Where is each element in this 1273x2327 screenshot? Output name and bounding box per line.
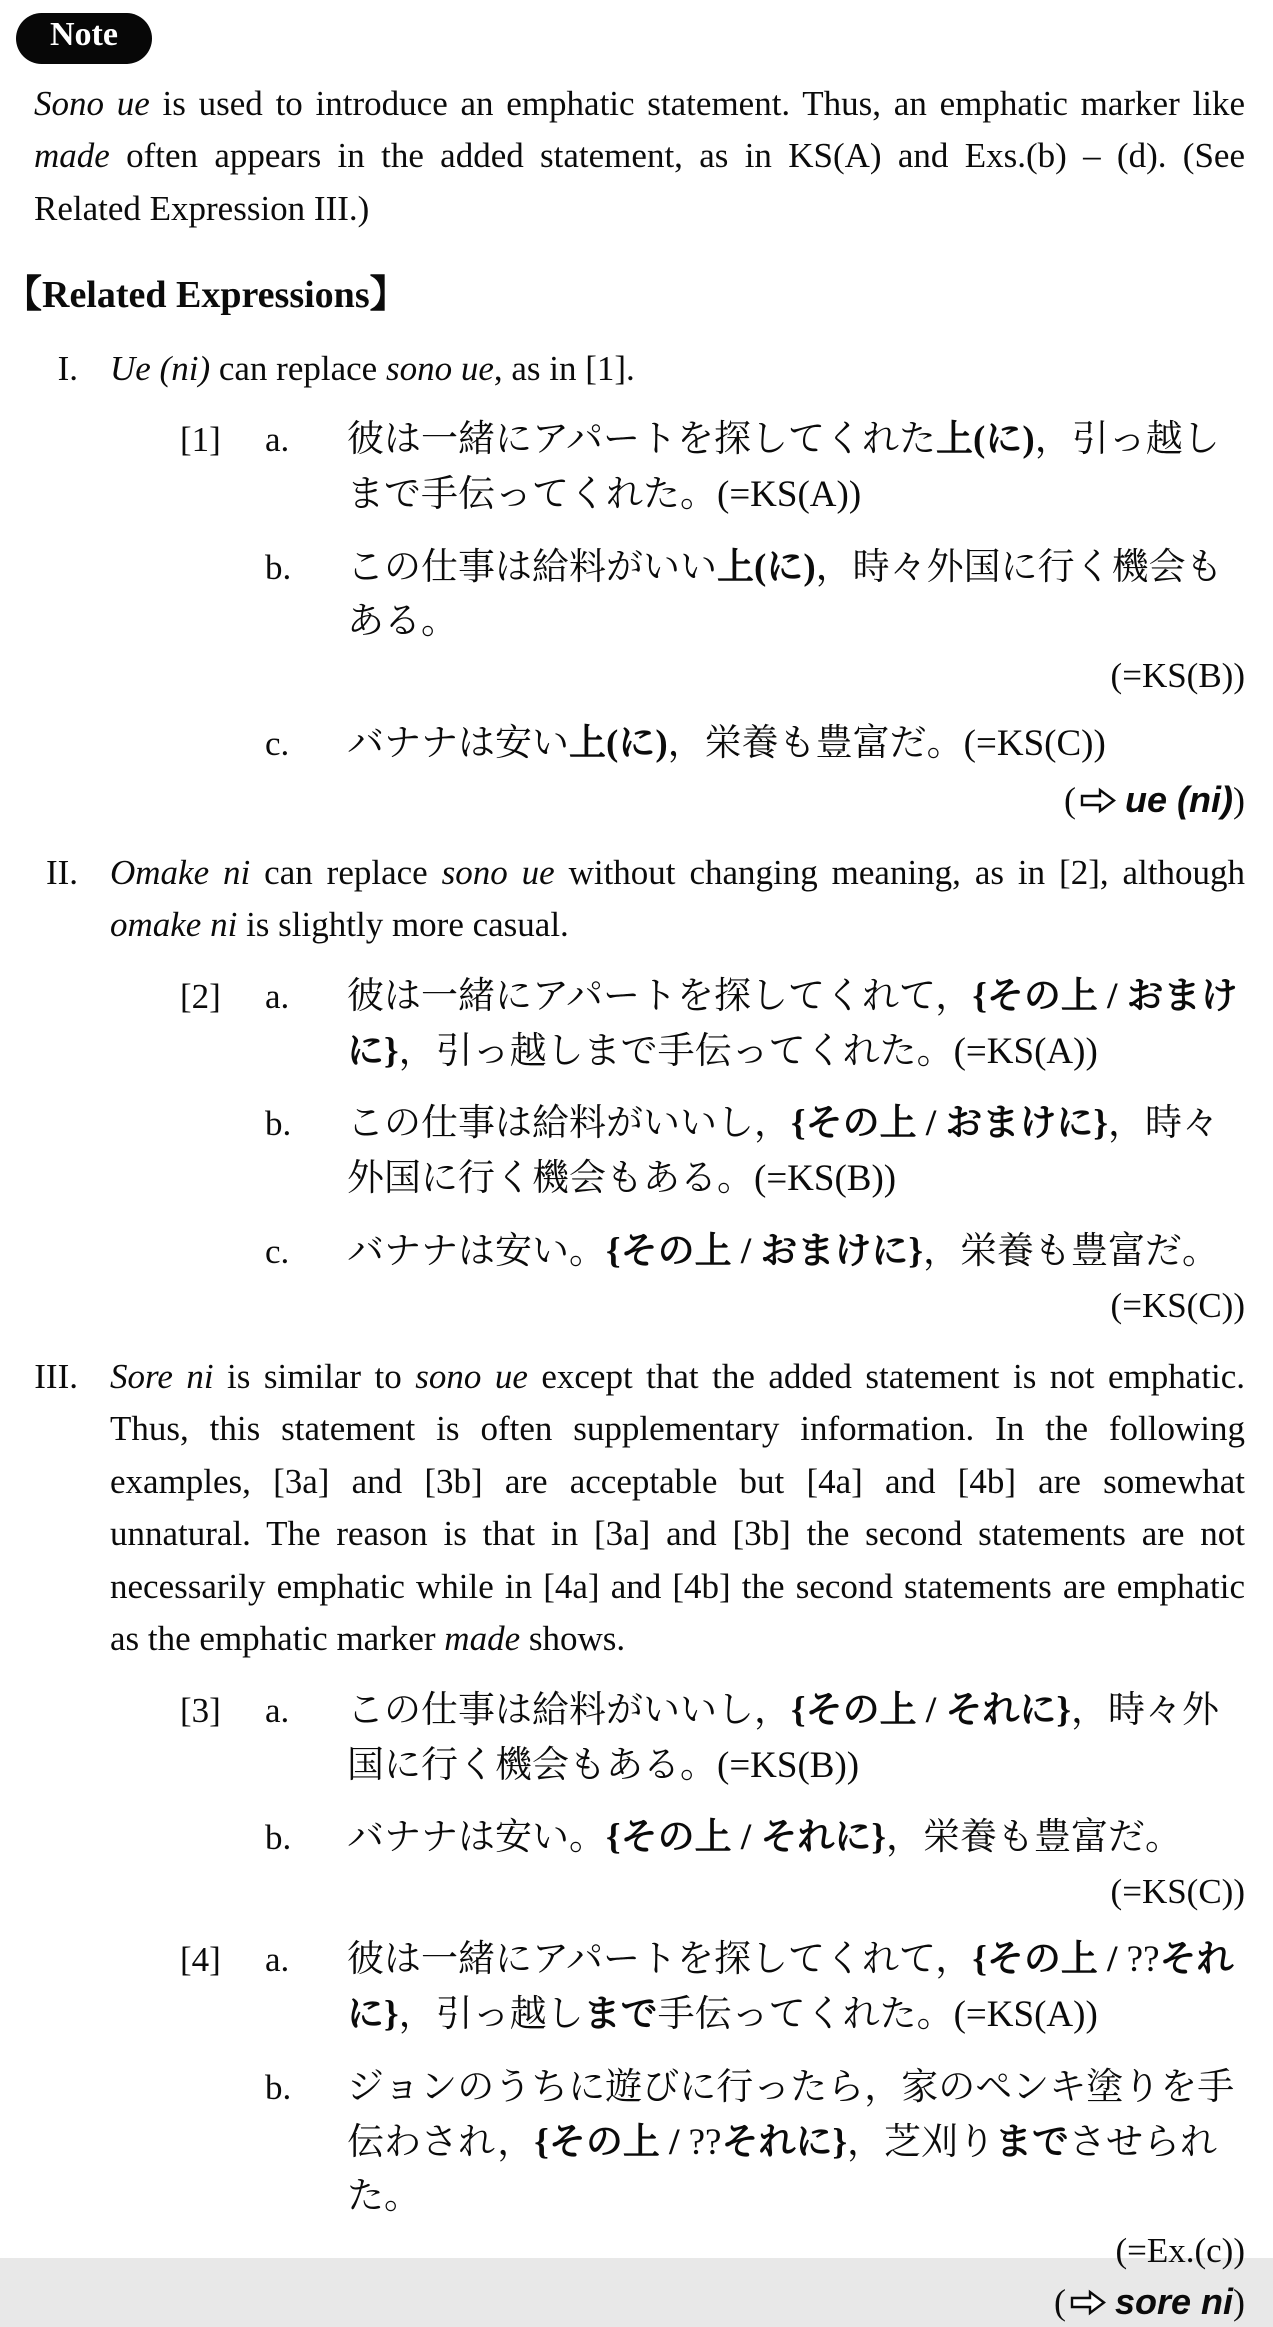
example-letter: b. [265, 1818, 292, 1858]
example-group-label: [2] [180, 976, 221, 1016]
section-3 [0, 1351, 1273, 2327]
example-row-2a [180, 970, 1245, 1080]
note-badge [16, 13, 152, 64]
example-sentence-block [347, 541, 1245, 700]
reference-label: (=KS(C)) [1110, 1285, 1245, 1325]
example-group-label: [3] [180, 1690, 221, 1730]
example-group-spacer [180, 717, 265, 772]
example-letter: b. [265, 2067, 292, 2107]
section-3-intro-row [0, 1351, 1273, 1666]
example-group-spacer [180, 1097, 265, 1207]
example-letter: a. [265, 976, 290, 1016]
example-letter: a. [265, 1690, 290, 1730]
example-group-spacer [180, 2061, 265, 2275]
example-group-label: [4] [180, 1940, 221, 1980]
example-group-spacer [180, 541, 265, 700]
section-numeral: III. [34, 1356, 78, 1396]
section-1 [0, 343, 1273, 825]
example-row-1b [180, 541, 1245, 700]
crossref-open-paren: ( [1053, 2282, 1066, 2323]
example-sentence: ジョンのうちに遊びに行ったら，家のペンキ塗りを手伝わされ，{その上 / ??それに}，芝刈りまでさせられた。 [347, 2066, 1235, 2218]
related-expressions-heading: 【Related Expressions】 [4, 274, 408, 317]
example-group-spacer [180, 1225, 265, 1329]
crossref-label: sore ni [1114, 2281, 1233, 2323]
example-row-3a [180, 1684, 1245, 1794]
rightwards-white-arrow-icon [1080, 787, 1117, 814]
example-letter: b. [265, 547, 292, 587]
example-sentence-block [347, 1811, 1245, 1915]
section-intro: Ue (ni) can replace sono ue, as in [1]. [110, 348, 635, 388]
example-row-1c [180, 717, 1245, 772]
example-letter: c. [265, 724, 290, 764]
section-2-intro-row [0, 847, 1273, 952]
example-sentence: 彼は一緒にアパートを探してくれた上(に)，引っ越しまで手伝ってくれた。(=KS(A)) [347, 419, 1220, 515]
example-row-3b [180, 1811, 1245, 1915]
reference-label: (=Ex.(c)) [1115, 2231, 1245, 2271]
example-sentence: この仕事は給料がいいし，{その上 / それに}，時々外国に行く機会もある。(=KS(B)) [347, 1689, 1219, 1786]
example-row-2c [180, 1225, 1245, 1329]
crossref-close-paren: ) [1233, 780, 1245, 821]
example-sentence-block [347, 1225, 1245, 1329]
example-row-2b [180, 1097, 1245, 1207]
note-badge-label: Note [50, 16, 118, 53]
section-intro: Omake ni can replace sono ue without changing meaning, as in [2], although omake ni is slightly more casual. [110, 852, 1245, 945]
example-sentence: この仕事は給料がいいし，{その上 / おまけに}，時々外国に行く機会もある。(=KS(B)) [347, 1103, 1219, 1200]
section-intro: Sore ni is similar to sono ue except that the added statement is not emphatic. Thus, this statement is often supplementary information. In the following examples, [3a] and [3b] are acceptable but [4a] and [4b] are somewhat unnatural. The reason is that in [3a] and [3b] the second statements are not necessarily emphatic while in [4a] and [4b] the second statements are emphatic as the emphatic marker made shows. [110, 1356, 1246, 1659]
example-row-4a [180, 1933, 1245, 2043]
crossref-close-paren: ) [1233, 2282, 1245, 2323]
crossref-label: ue (ni) [1125, 779, 1233, 821]
rightwards-white-arrow-icon [1070, 2289, 1107, 2316]
cross-reference [0, 776, 1245, 825]
crossref-open-paren: ( [1064, 780, 1077, 821]
example-group-label: [1] [180, 420, 221, 460]
section-numeral: I. [57, 348, 78, 388]
example-letter: c. [265, 1231, 290, 1271]
example-sentence: バナナは安い。{その上 / それに}，栄養も豊富だ。 [347, 1817, 1182, 1859]
example-letter: a. [265, 1940, 290, 1980]
section-2 [0, 847, 1273, 1329]
example-letter: a. [265, 420, 290, 460]
reference-label: (=KS(C)) [1110, 1872, 1245, 1912]
example-sentence: バナナは安い上(に)，栄養も豊富だ。(=KS(C)) [347, 723, 1106, 765]
example-row-1a [180, 413, 1245, 523]
example-letter: b. [265, 1104, 292, 1144]
example-row-4b [180, 2061, 1245, 2275]
cross-reference [0, 2278, 1245, 2327]
example-group-spacer [180, 1811, 265, 1915]
reference-label: (=KS(B)) [1110, 656, 1245, 696]
example-sentence: この仕事は給料がいい上(に)，時々外国に行く機会もある。 [347, 546, 1223, 643]
section-numeral: II. [45, 852, 78, 892]
note-paragraph: Sono ue is used to introduce an emphatic statement. Thus, an emphatic marker like made often appears in the added statement, as in KS(A) and Exs.(b) – (d). (See Related Expression III.) [34, 83, 1245, 228]
section-1-intro-row [0, 343, 1273, 396]
example-sentence: 彼は一緒にアパートを探してくれて，{その上 / おまけに}，引っ越しまで手伝ってくれた。(=KS(A)) [347, 975, 1238, 1072]
example-sentence: バナナは安い。{その上 / おまけに}，栄養も豊富だ。 [347, 1230, 1219, 1272]
example-sentence: 彼は一緒にアパートを探してくれて，{その上 / ??それに}，引っ越しまで手伝ってくれた。(=KS(A)) [347, 1939, 1234, 2036]
example-sentence-block [347, 2061, 1245, 2275]
